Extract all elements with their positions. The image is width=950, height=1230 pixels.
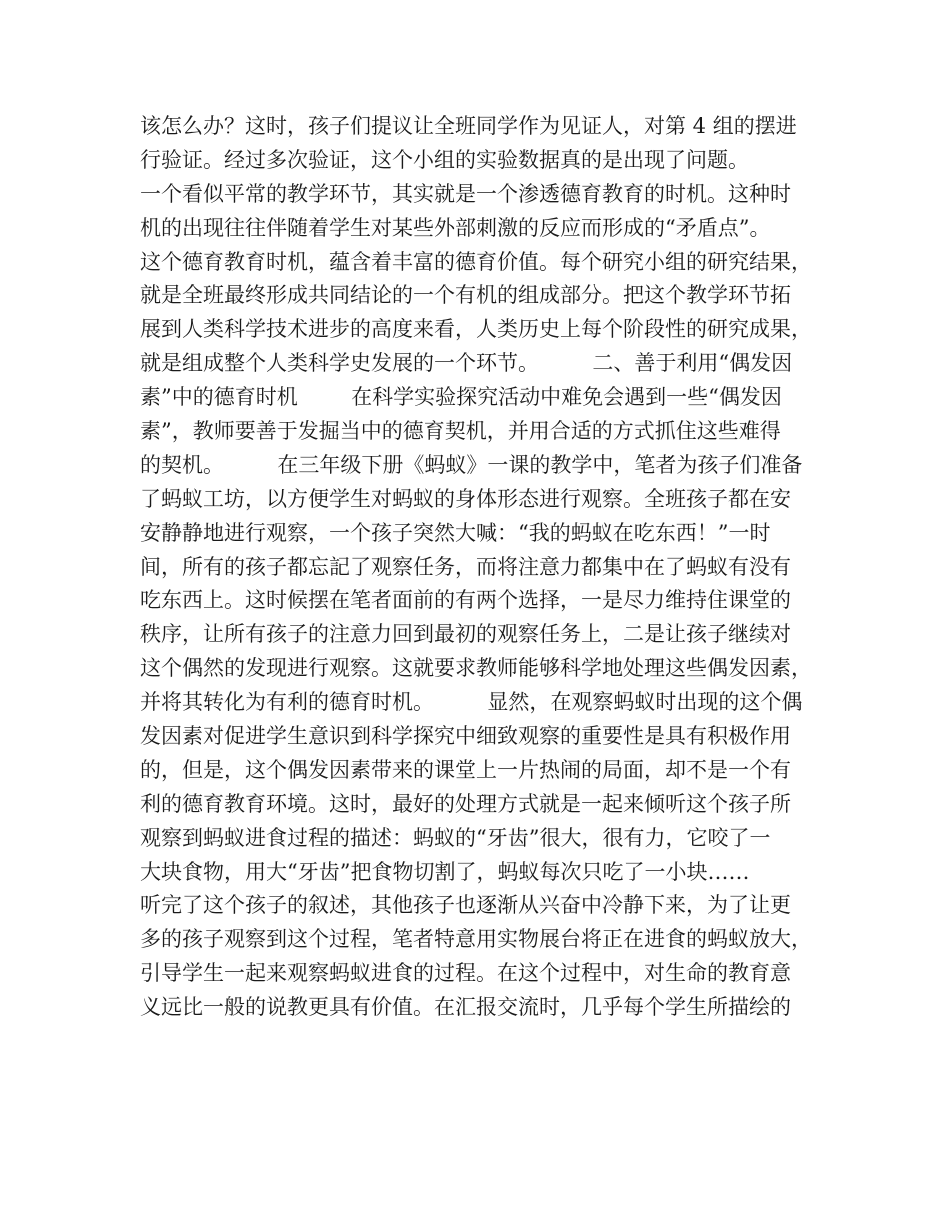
text-line: 安静静地进行观察，一个孩子突然大喊：“我的蚂蚁在吃东西！”一时 <box>140 520 771 545</box>
text-line: 利的德育教育环境。这时，最好的处理方式就是一起来倾听这个孩子所 <box>140 791 791 816</box>
text-line: 义远比一般的说教更具有价值。在汇报交流时，几乎每个学生所描绘的 <box>140 995 791 1020</box>
text-line: 一个看似平常的教学环节，其实就是一个渗透德育教育的时机。这种时 <box>140 181 791 206</box>
body-text <box>140 110 820 1025</box>
text-line: 发因素对促进学生意识到科学探究中细致观察的重要性是具有积极作用 <box>140 724 791 749</box>
text-line: 吃东西上。这时候摆在笔者面前的有两个选择，一是尽力维持住课堂的 <box>140 588 791 613</box>
text-line: 观察到蚂蚁进食过程的描述：蚂蚁的“牙齿”很大，很有力，它咬了一 <box>140 825 771 850</box>
text-line: 就是组成整个人类科学史发展的一个环节。 二、善于利用“偶发因 <box>140 351 793 376</box>
text-line: 素”，教师要善于发掘当中的德育契机，并用合适的方式抓住这些难得 <box>140 419 781 444</box>
text-line: 大块食物，用大“牙齿”把食物切割了，蚂蚁每次只吃了一小块…… <box>140 859 750 884</box>
text-line: 机的出现往往伴随着学生对某些外部刺激的反应而形成的“矛盾点”。 <box>140 215 771 240</box>
text-line: 间，所有的孩子都忘記了观察任务，而将注意力都集中在了蚂蚁有没有 <box>140 554 791 579</box>
text-line: 行验证。经过多次验证，这个小组的实验数据真的是出现了问题。 <box>140 147 749 172</box>
text-line: 了蚂蚁工坊，以方便学生对蚂蚁的身体形态进行观察。全班孩子都在安 <box>140 486 791 511</box>
text-line: 引导学生一起来观察蚂蚁进食的过程。在这个过程中，对生命的教育意 <box>140 961 791 986</box>
text-line: 这个德育教育时机，蕴含着丰富的德育价值。每个研究小组的研究结果， <box>140 249 812 274</box>
text-line: 这个偶然的发现进行观察。这就要求教师能够科学地处理这些偶发因素， <box>140 656 812 681</box>
text-line: 的契机。 在三年级下册《蚂蚁》一课的教学中，笔者为孩子们准备 <box>140 452 803 477</box>
text-line: 该怎么办？这时，孩子们提议让全班同学作为见证人，对第 4 组的摆进 <box>140 114 797 138</box>
text-line: 的，但是，这个偶发因素带来的课堂上一片热闹的局面，却不是一个有 <box>140 757 791 782</box>
text-line: 就是全班最终形成共同结论的一个有机的组成部分。把这个教学环节拓 <box>140 283 791 308</box>
text-line: 并将其转化为有利的德育时机。 显然，在观察蚂蚁时出现的这个偶 <box>140 690 803 715</box>
text-line: 秩序，让所有孩子的注意力回到最初的观察任务上，二是让孩子继续对 <box>140 622 791 647</box>
text-line: 素”中的德育时机 在科学实验探究活动中难免会遇到一些“偶发因 <box>140 385 782 410</box>
text-line: 多的孩子观察到这个过程，笔者特意用实物展台将正在进食的蚂蚁放大， <box>140 927 812 952</box>
text-line: 听完了这个孩子的叙述，其他孩子也逐渐从兴奋中冷静下来，为了让更 <box>140 893 791 918</box>
text-line: 展到人类科学技术进步的高度来看，人类历史上每个阶段性的研究成果， <box>140 317 812 342</box>
